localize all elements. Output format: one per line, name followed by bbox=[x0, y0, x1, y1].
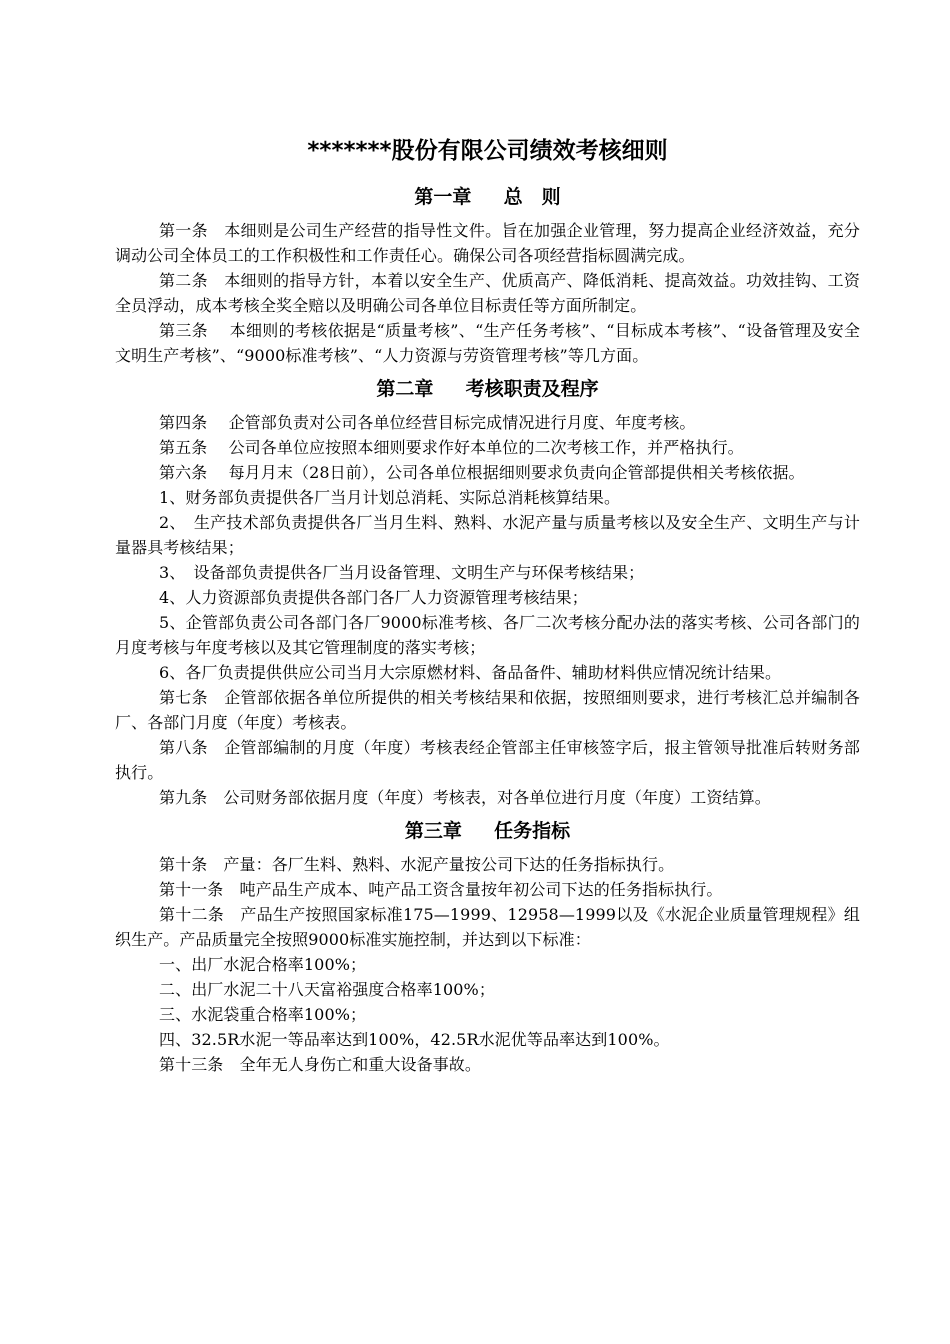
article-paragraph: 第二条 本细则的指导方针，本着以安全生产、优质高产、降低消耗、提高效益。功效挂钩、工资全员浮动，成本考核全奖全赔以及明确公司各单位目标责任等方面所制定。 bbox=[115, 271, 860, 315]
list-item: 5、企管部负责公司各部门各厂9000标准考核、各厂二次考核分配办法的落实考核、公司各部门的月度考核与年度考核以及其它管理制度的落实考核； bbox=[115, 613, 860, 657]
list-item: 6、各厂负责提供供应公司当月大宗原燃材料、备品备件、辅助材料供应情况统计结果。 bbox=[159, 663, 782, 682]
article-paragraph: 第一条 本细则是公司生产经营的指导性文件。旨在加强企业管理，努力提高企业经济效益，充分调动公司全体员工的工作积极性和工作责任心。确保公司各项经营指标圆满完成。 bbox=[115, 221, 860, 265]
article-paragraph: 第十二条 产品生产按照国家标准175—1999、12958—1999以及《水泥企业质量管理规程》组织生产。产品质量完全按照9000标准实施控制，并达到以下标准： bbox=[115, 905, 860, 949]
article-paragraph: 第七条 企管部依据各单位所提供的相关考核结果和依据，按照细则要求，进行考核汇总并编制各厂、各部门月度（年度）考核表。 bbox=[115, 688, 860, 732]
chapter-heading: 第二章 考核职责及程序 bbox=[376, 378, 599, 400]
article-paragraph: 第九条 公司财务部依据月度（年度）考核表，对各单位进行月度（年度）工资结算。 bbox=[159, 788, 771, 807]
document-body bbox=[115, 136, 860, 1077]
list-item: 2、 生产技术部负责提供各厂当月生料、熟料、水泥产量与质量考核以及安全生产、文明生产与计量器具考核结果； bbox=[115, 513, 860, 557]
list-item: 二、出厂水泥二十八天富裕强度合格率100%； bbox=[159, 980, 495, 999]
list-item: 三、水泥袋重合格率100%； bbox=[159, 1005, 367, 1024]
article-paragraph: 第三条 本细则的考核依据是“质量考核”、“生产任务考核”、“目标成本考核”、“设备管理及安全文明生产考核”、“9000标准考核”、“人力资源与劳资管理考核”等几方面。 bbox=[115, 321, 860, 365]
article-paragraph: 第六条 每月月末（28日前），公司各单位根据细则要求负责向企管部提供相关考核依据。 bbox=[159, 463, 805, 482]
article-paragraph: 第四条 企管部负责对公司各单位经营目标完成情况进行月度、年度考核。 bbox=[159, 413, 696, 432]
chapter-heading: 第三章 任务指标 bbox=[404, 820, 571, 842]
article-paragraph: 第五条 公司各单位应按照本细则要求作好本单位的二次考核工作，并严格执行。 bbox=[159, 438, 744, 457]
chapter-heading: 第一章 总 则 bbox=[414, 186, 561, 208]
article-paragraph: 第十三条 全年无人身伤亡和重大设备事故。 bbox=[159, 1055, 482, 1074]
article-paragraph: 第十条 产量：各厂生料、熟料、水泥产量按公司下达的任务指标执行。 bbox=[159, 855, 675, 874]
article-paragraph: 第十一条 吨产品生产成本、吨产品工资含量按年初公司下达的任务指标执行。 bbox=[159, 880, 723, 899]
list-item: 一、出厂水泥合格率100%； bbox=[159, 955, 367, 974]
list-item: 4、人力资源部负责提供各部门各厂人力资源管理考核结果； bbox=[159, 588, 588, 607]
article-paragraph: 第八条 企管部编制的月度（年度）考核表经企管部主任审核签字后，报主管领导批准后转财务部执行。 bbox=[115, 738, 860, 782]
list-item: 1、财务部负责提供各厂当月计划总消耗、实际总消耗核算结果。 bbox=[159, 488, 621, 507]
document-title: *******股份有限公司绩效考核细则 bbox=[307, 138, 668, 164]
list-item: 四、32.5R水泥一等品率达到100%，42.5R水泥优等品率达到100%。 bbox=[159, 1030, 670, 1049]
list-item: 3、 设备部负责提供各厂当月设备管理、文明生产与环保考核结果； bbox=[159, 563, 645, 582]
